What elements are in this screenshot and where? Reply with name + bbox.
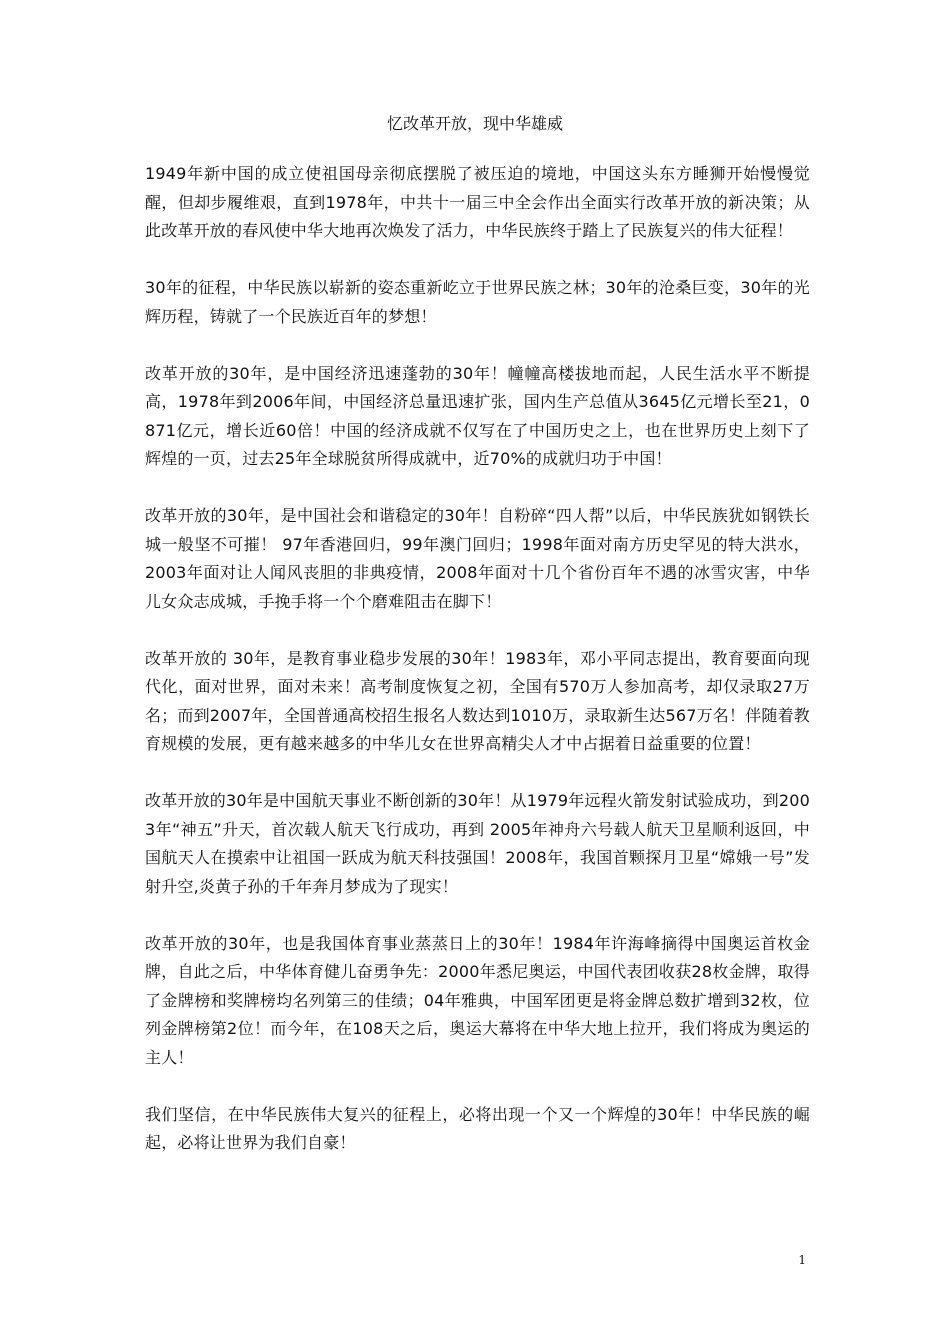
paragraph-7: 改革开放的30年，也是我国体育事业蒸蒸日上的30年！1984年许海峰摘得中国奥运首枚金牌，自此之后，中华体育健儿奋勇争先：2000年悉尼奥运，中国代表团收获28枚金牌，取得了金牌榜和奖牌榜均名列第三的佳绩；04年雅典，中国军团更是将金牌总数扩增到32枚，位列金牌榜第2位！而今年，在108天之后，奥运大幕将在中华大地上拉开，我们将成为奥运的主人！ — [145, 933, 810, 1067]
document-body — [145, 160, 810, 1186]
paragraph-8: 我们坚信，在中华民族伟大复兴的征程上，必将出现一个又一个辉煌的30年！中华民族的崛起，必将让世界为我们自豪！ — [145, 1104, 810, 1152]
page-number: 1 — [798, 1253, 806, 1267]
document-title: 忆改革开放，现中华雄威 — [386, 114, 563, 133]
paragraph-6: 改革开放的30年是中国航天事业不断创新的30年！从1979年远程火箭发射试验成功，到2003年“神五”升天，首次载人航天飞行成功，再到 2005年神舟六号载人航天卫星顺利返回，中国航天人在摸索中让祖国一跃成为航天科技强国！2008年，我国首颗探月卫星“嫦娥一号”发射升空,炎黄子孙的千年奔月梦成为了现实！ — [145, 791, 810, 896]
paragraph-4: 改革开放的30年，是中国社会和谐稳定的30年！自粉碎“四人帮”以后，中华民族犹如钢铁长城一般坚不可摧！ 97年香港回归，99年澳门回归；1998年面对南方历史罕见的特大洪水，2003年面对让人闻风丧胆的非典疫情，2008年面对十几个省份百年不遇的冰雪灾害，中华儿女众志成城，手挽手将一个个磨难阻击在脚下！ — [145, 506, 810, 611]
paragraph-5: 改革开放的 30年，是教育事业稳步发展的30年！1983年，邓小平同志提出，教育要面向现代化，面对世界，面对未来！高考制度恢复之初，全国有570万人参加高考，却仅录取27万名；而到2007年，全国普通高校招生报名人数达到1010万，录取新生达567万名！伴随着教育规模的发展，更有越来越多的中华儿女在世界高精尖人才中占据着日益重要的位置！ — [145, 648, 810, 753]
paragraph-1: 1949年新中国的成立使祖国母亲彻底摆脱了被压迫的境地，中国这头东方睡狮开始慢慢觉醒，但却步履维艰，直到1978年，中共十一届三中全会作出全面实行改革开放的新决策；从此改革开放的春风使中华大地再次焕发了活力，中华民族终于踏上了民族复兴的伟大征程！ — [145, 164, 810, 240]
paragraph-3: 改革开放的30年，是中国经济迅速蓬勃的30年！幢幢高楼拔地而起，人民生活水平不断提高，1978年到2006年间，中国经济总量迅速扩张，国内生产总值从3645亿元增长至21，0871亿元，增长近60倍！中国的经济成就不仅写在了中国历史之上，也在世界历史上刻下了辉煌的一页，过去25年全球脱贫所得成就中，近70%的成就归功于中国！ — [145, 363, 810, 468]
paragraph-2: 30年的征程，中华民族以崭新的姿态重新屹立于世界民族之林；30年的沧桑巨变，30年的光辉历程，铸就了一个民族近百年的梦想！ — [145, 278, 810, 326]
